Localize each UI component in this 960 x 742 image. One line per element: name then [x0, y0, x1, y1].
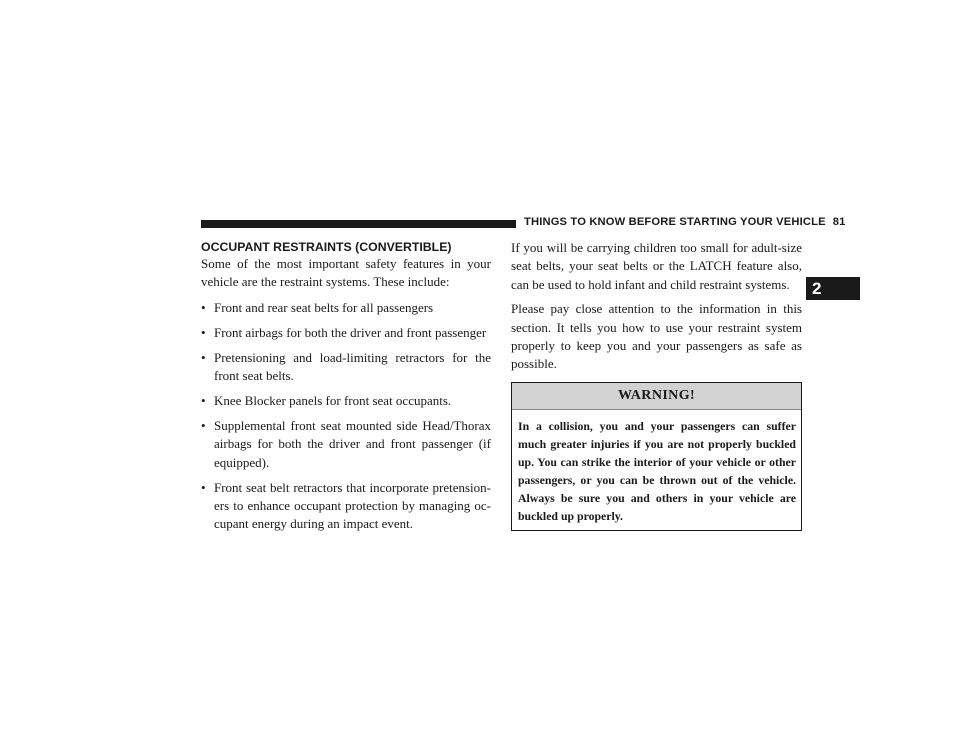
- page-number: 81: [832, 216, 846, 228]
- running-header: [524, 216, 845, 228]
- list-item-text: Knee Blocker panels for front seat occupants.: [214, 392, 452, 408]
- warning-box: [511, 382, 802, 531]
- bullet-icon: •: [201, 349, 206, 365]
- section-heading: OCCUPANT RESTRAINTS (CONVERTIBLE): [201, 240, 452, 254]
- child-restraint-paragraph: If you will be carrying children too small for adult-size seat belts, your seat belts or the LATCH feature also, can be used to hold infant and child restraint systems.: [511, 240, 802, 292]
- list-item-text: Supplemental front seat mounted side Head/Thorax airbags for both the driver and front passenger (if equipped).: [214, 417, 491, 470]
- list-item: [201, 299, 491, 317]
- restraint-list: [201, 299, 491, 534]
- intro-paragraph: Some of the most important safety features in your vehicle are the restraint systems. These include:: [201, 256, 491, 290]
- list-item: [201, 479, 491, 534]
- bullet-icon: •: [201, 417, 206, 433]
- list-item-text: Pretensioning and load-limiting retractors for the front seat belts.: [214, 349, 491, 384]
- header-rule: [201, 220, 516, 228]
- list-item: [201, 417, 491, 472]
- left-column: [201, 239, 491, 540]
- list-item: [201, 324, 491, 342]
- bullet-icon: •: [201, 324, 206, 340]
- running-header-title: THINGS TO KNOW BEFORE STARTING YOUR VEHICLE: [524, 216, 826, 228]
- list-item: [201, 349, 491, 386]
- warning-title: WARNING!: [512, 383, 801, 410]
- bullet-icon: •: [201, 479, 206, 495]
- bullet-icon: •: [201, 392, 206, 408]
- list-item-text: Front seat belt retractors that incorporate pretension-ers to enhance occupant protection by managing oc-cupant energy during an impact event.: [214, 479, 491, 532]
- chapter-tab: 2: [806, 277, 860, 300]
- right-column: [511, 239, 802, 531]
- attention-paragraph: Please pay close attention to the information in this section. It tells you how to use your restraint system properly to keep you and your passengers as safe as possible.: [511, 301, 802, 372]
- list-item-text: Front and rear seat belts for all passengers: [214, 299, 434, 315]
- list-item-text: Front airbags for both the driver and front passenger: [214, 324, 487, 340]
- warning-body: In a collision, you and your passengers can suffer much greater injuries if you are not properly buckled up. You can strike the interior of your vehicle or other passengers, or you can be thrown out of the vehicle. Always be sure you and others in your vehicle are buckled up properly.: [518, 418, 796, 523]
- list-item: [201, 392, 491, 410]
- bullet-icon: •: [201, 299, 206, 315]
